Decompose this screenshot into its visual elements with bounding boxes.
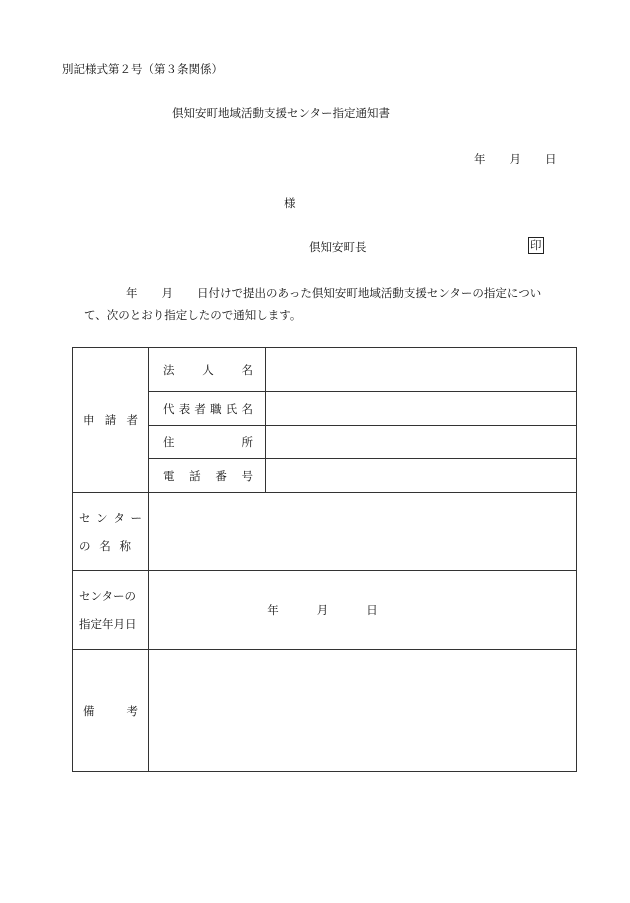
issuer-name: 倶知安町長 — [309, 240, 367, 254]
header-date-month: 月 — [509, 152, 521, 166]
address-label-cell — [149, 426, 266, 459]
phone-label-cell — [149, 459, 266, 493]
address-label: 住 所 — [163, 435, 253, 449]
phone-label: 電 話 番 号 — [163, 468, 253, 483]
body-text-rest: 日付けで提出のあった倶知安町地域活動支援センターの指定につい — [197, 286, 542, 300]
header-date-day: 日 — [545, 152, 557, 166]
designation-date-label: センターの 指定年月日 — [79, 589, 137, 631]
body-text-line-1 — [126, 285, 541, 301]
corporation-name-label-cell — [149, 348, 266, 392]
seal-stamp: 印 — [530, 238, 542, 252]
corporation-name-label: 法 人 名 — [163, 362, 253, 377]
designation-date-label-cell — [73, 571, 149, 650]
designation-date-field[interactable] — [149, 571, 577, 650]
designation-date-value: 年 月 日 — [267, 603, 378, 617]
center-name-label: セ ン タ ー の 名 称 — [79, 510, 142, 553]
body-month: 月 — [161, 286, 173, 300]
body-year: 年 — [126, 286, 138, 300]
remarks-label: 備 考 — [83, 703, 138, 718]
header-date-year: 年 — [474, 152, 486, 166]
representative-field[interactable] — [266, 392, 577, 426]
addressee-suffix: 様 — [284, 196, 296, 210]
remarks-label-cell — [73, 650, 149, 772]
center-name-label-cell — [73, 493, 149, 571]
document-title: 倶知安町地域活動支援センター指定通知書 — [172, 106, 391, 120]
applicant-label-cell — [73, 348, 149, 493]
address-field[interactable] — [266, 426, 577, 459]
center-name-field[interactable] — [149, 493, 577, 571]
phone-field[interactable] — [266, 459, 577, 493]
corporation-name-field[interactable] — [266, 348, 577, 392]
notification-table — [72, 347, 577, 772]
representative-label: 代 表 者 職 氏 名 — [163, 401, 253, 416]
header-date — [474, 151, 557, 167]
representative-label-cell — [149, 392, 266, 426]
applicant-label: 申 請 者 — [83, 413, 138, 427]
body-text-line-2: て、次のとおり指定したので通知します。 — [84, 308, 302, 322]
form-number: 別記様式第２号（第３条関係） — [62, 62, 223, 76]
remarks-field[interactable] — [149, 650, 577, 772]
